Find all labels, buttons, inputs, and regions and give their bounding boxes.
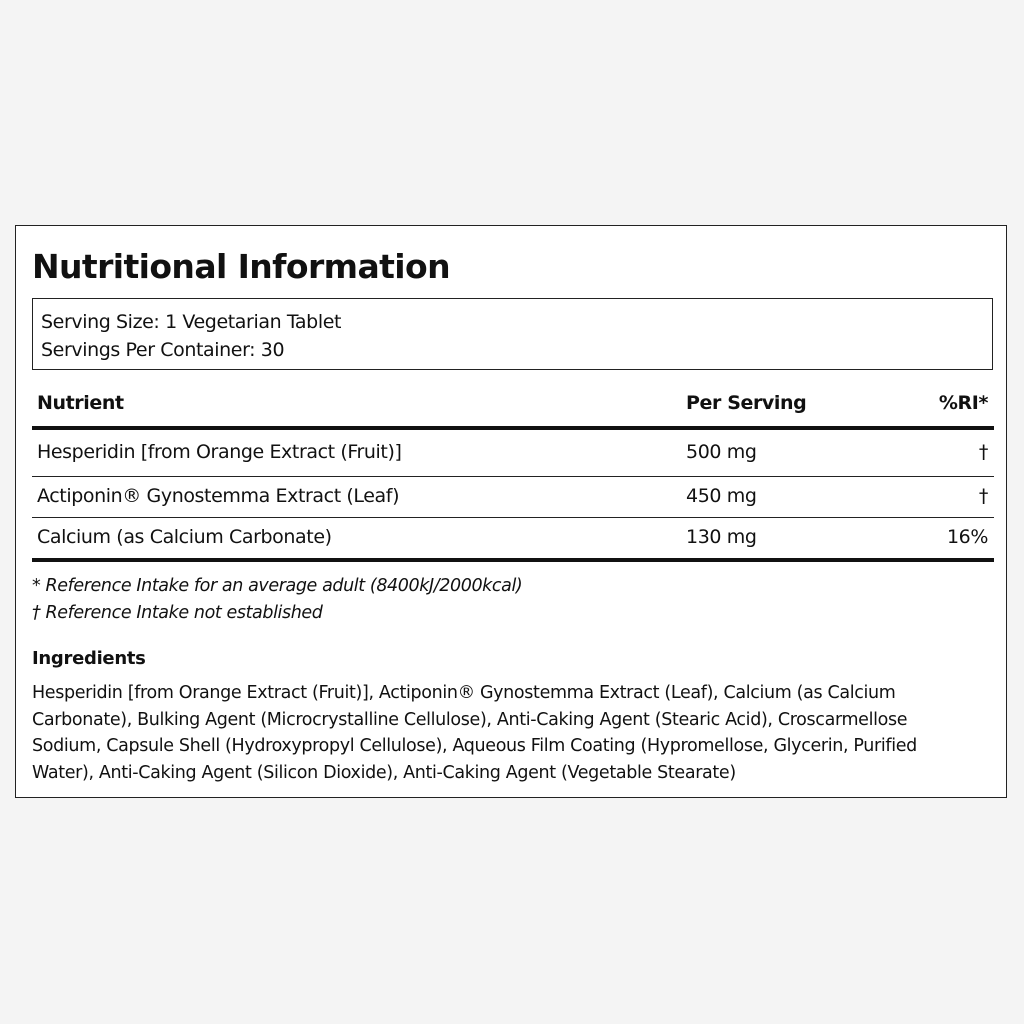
table-row — [32, 430, 994, 477]
nutrient-table — [32, 384, 994, 562]
nutrient-ri: † — [978, 441, 988, 463]
ingredients-list: Hesperidin [from Orange Extract (Fruit)], Actiponin® Gynostemma Extract (Leaf), Calcium (as Calcium Carbonate), Bulking Agent (Microcrystalline Cellulose), Anti-Caking Agent (Stearic Acid), Croscarmellose Sodium, Capsule Shell (Hydroxypropyl Cellulose), Aqueous Film Coating (Hypromellose, Glycerin, Purified Water), Anti-Caking Agent (Silicon Dioxide), Anti-Caking Agent (Vegetable Stearate) — [32, 683, 917, 783]
nutrient-name: Hesperidin [from Orange Extract (Fruit)] — [37, 441, 402, 463]
nutrient-ri: † — [978, 485, 988, 507]
nutrient-amount: 450 mg — [686, 485, 757, 507]
nutrient-name: Calcium (as Calcium Carbonate) — [37, 526, 332, 548]
ingredients-heading: Ingredients — [32, 648, 146, 669]
footnote-reference-intake: * Reference Intake for an average adult (8400kJ/2000kcal) — [32, 576, 523, 596]
footnote-not-established: † Reference Intake not established — [32, 603, 323, 623]
panel-title: Nutritional Information — [32, 247, 450, 286]
nutrient-amount: 500 mg — [686, 441, 757, 463]
header-per-serving: Per Serving — [686, 392, 807, 414]
table-row — [32, 518, 994, 562]
nutrient-ri: 16% — [946, 526, 988, 548]
serving-size: Serving Size: 1 Vegetarian Tablet — [41, 311, 342, 333]
header-nutrient: Nutrient — [37, 392, 124, 414]
header-ri: %RI* — [938, 392, 988, 414]
nutrient-name: Actiponin® Gynostemma Extract (Leaf) — [37, 485, 400, 507]
table-header-row — [32, 384, 994, 430]
serving-info-box — [32, 298, 993, 370]
nutrition-panel — [15, 225, 1007, 798]
servings-per-container: Servings Per Container: 30 — [41, 339, 285, 361]
table-row — [32, 477, 994, 518]
nutrient-amount: 130 mg — [686, 526, 757, 548]
